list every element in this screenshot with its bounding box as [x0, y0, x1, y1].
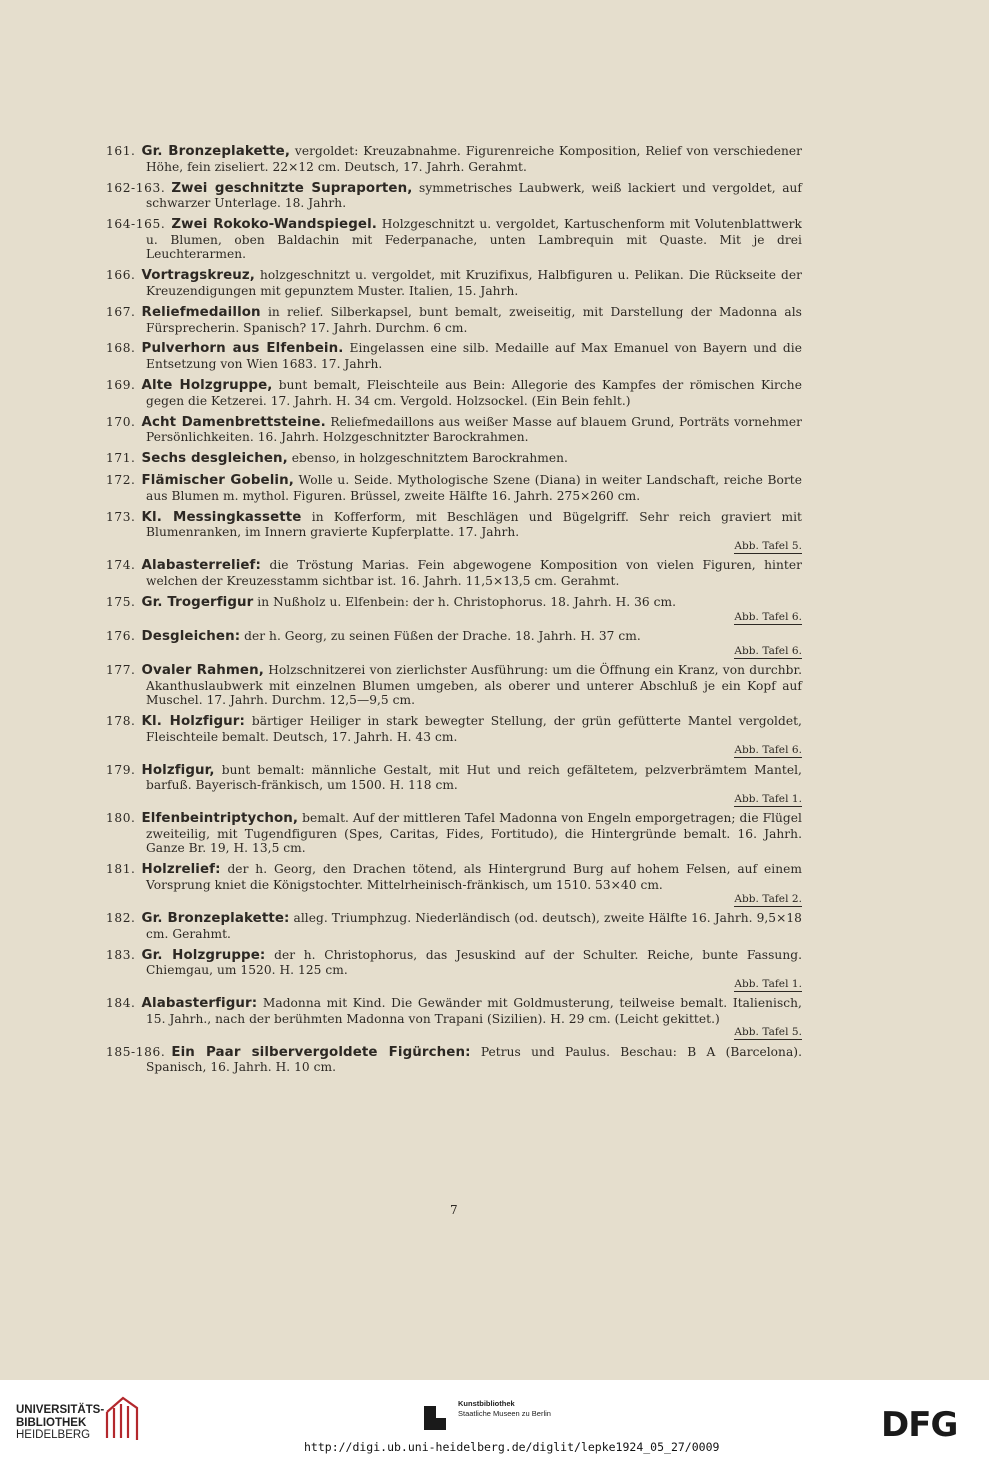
catalog-entry — [106, 473, 802, 503]
entry-description: bemalt. Auf der mittleren Tafel Madonna von Engeln emporgetragen; die Flügel zweiteilig, mit Tugendfiguren (Spes, Caritas, Fides, Fortitudo), die Hintergründe bemalt. 16. Jahrh. Ganze Br. 19, H. 13,5 cm. — [146, 811, 802, 856]
catalog-entry — [106, 415, 802, 445]
entry-description: Holzgeschnitzt u. vergoldet, Kartuschenform mit Volutenblattwerk u. Blumen, oben Baldachin mit Federpanache, unten Lambrequin mit Quaste. Mit je drei Leuchterarmen. — [146, 217, 802, 262]
entry-title: Gr. Holzgruppe: — [141, 947, 266, 963]
entry-number: 173. — [106, 509, 136, 524]
kb-line-1: Kunstbibliothek — [458, 1399, 515, 1408]
dfg-logo-icon[interactable] — [881, 1407, 976, 1439]
entry-title: Reliefmedaillon — [141, 304, 261, 320]
entry-description: symmetrisches Laubwerk, weiß lackiert und vergoldet, auf schwarzer Unterlage. 18. Jahrh. — [146, 180, 802, 211]
entry-description: in Kofferform, mit Beschlägen und Bügelgriff. Sehr reich graviert mit Blumenranken, im Innern gravierte Kupferplatte. 17. Jahrh. — [146, 509, 802, 540]
entry-title: Gr. Bronzeplakette: — [141, 910, 290, 926]
ub-line-1: UNIVERSITÄTS- — [16, 1404, 105, 1416]
plate-reference: Abb. Tafel 6. — [734, 744, 802, 757]
catalog-entry — [106, 341, 802, 371]
catalog-entry — [106, 510, 802, 552]
source-url[interactable]: http://digi.ub.uni-heidelberg.de/diglit/lepke1924_05_27/0009 — [304, 1440, 720, 1454]
entry-description: der h. Georg, den Drachen tötend, als Hintergrund Burg auf hohem Felsen, auf einem Vorsprung kniet die Königstochter. Mittelrheinisch-fränkisch, um 1510. 53×40 cm. — [146, 862, 802, 892]
plate-reference: Abb. Tafel 5. — [734, 1026, 802, 1039]
catalog-entry — [106, 1045, 802, 1075]
entry-title: Gr. Trogerfigur — [141, 594, 254, 610]
entry-number: 183. — [106, 947, 136, 962]
catalog-entry — [106, 217, 802, 262]
catalog-entry — [106, 663, 802, 708]
entry-number: 167. — [106, 304, 136, 319]
entry-number: 176. — [106, 628, 136, 643]
catalog-entry — [106, 811, 802, 856]
entry-number: 182. — [106, 910, 136, 925]
entry-number: 180. — [106, 811, 136, 826]
entry-number: 184. — [106, 996, 136, 1011]
catalog-entry — [106, 595, 802, 623]
entry-title: Holzfigur, — [141, 762, 215, 778]
entry-title: Ovaler Rahmen, — [141, 662, 264, 678]
entry-number: 179. — [106, 762, 136, 777]
entry-number: 171. — [106, 451, 136, 466]
entry-number: 161. — [106, 144, 136, 158]
entry-description: holzgeschnitzt u. vergoldet, mit Kruzifixus, Halbfiguren u. Pelikan. Die Rückseite der Kreuzendigungen mit gepunztem Muster. Italien, 15. Jahrh. — [146, 268, 802, 298]
entry-title: Alabasterfigur: — [141, 996, 258, 1012]
plate-reference: Abb. Tafel 1. — [734, 792, 802, 805]
entry-title: Vortragskreuz, — [141, 268, 255, 284]
catalog-entry — [106, 948, 802, 990]
entry-description: der h. Christophorus, das Jesuskind auf der Schulter. Reiche, bunte Fassung. Chiemgau, um 1520. H. 125 cm. — [146, 947, 802, 978]
catalog-entry — [106, 378, 802, 408]
digitization-footer — [0, 1380, 989, 1459]
catalog-entry — [106, 629, 802, 657]
entry-title: Ein Paar silbervergoldete Figürchen: — [171, 1044, 471, 1060]
entry-description: Holzschnitzerei von zierlichster Ausführung: um die Öffnung ein Kranz, von durchbr. Akanthuslaubwerk mit einzelnen Blumen umgeben, als oberer und unterer Abschluß je ein Kopf auf Muschel. 17. Jahrh. Durchm. 12,5—9,5 cm. — [146, 662, 802, 708]
entry-number: 185-186. — [106, 1044, 166, 1059]
entry-title: Alte Holzgruppe, — [141, 378, 273, 394]
catalog-entry — [106, 305, 802, 335]
entry-title: Kl. Holzfigur: — [141, 714, 245, 730]
entry-title: Flämischer Gobelin, — [141, 473, 294, 489]
entry-number: 164-165. — [106, 217, 166, 232]
entry-description: ebenso, in holzgeschnitztem Barockrahmen. — [291, 451, 568, 466]
entry-number: 162-163. — [106, 180, 166, 195]
catalog-entry — [106, 558, 802, 588]
entry-number: 170. — [106, 414, 136, 429]
entry-description: alleg. Triumphzug. Niederländisch (od. deutsch), zweite Hälfte 16. Jahrh. 9,5×18 cm. Gerahmt. — [146, 910, 802, 941]
catalog-entry — [106, 144, 802, 174]
entry-number: 178. — [106, 714, 136, 729]
entry-description: der h. Georg, zu seinen Füßen der Drache. 18. Jahrh. H. 37 cm. — [244, 628, 641, 643]
plate-reference: Abb. Tafel 1. — [734, 977, 802, 990]
entry-description: in relief. Silberkapsel, bunt bemalt, zweiseitig, mit Darstellung der Madonna als Fürsprecherin. Spanisch? 17. Jahrh. Durchm. 6 cm. — [146, 304, 802, 335]
entry-number: 181. — [106, 862, 136, 877]
entry-description: Wolle u. Seide. Mythologische Szene (Diana) in weiter Landschaft, reiche Borte aus Blumen m. mythol. Figuren. Brüssel, zweite Hälfte 16. Jahrh. 275×260 cm. — [146, 473, 802, 503]
entry-title: Kl. Messingkassette — [141, 509, 302, 525]
entry-description: Petrus und Paulus. Beschau: B A (Barcelona). Spanisch, 16. Jahrh. H. 10 cm. — [146, 1044, 802, 1075]
entry-title: Pulverhorn aus Elfenbein. — [141, 341, 344, 357]
plate-reference: Abb. Tafel 6. — [734, 644, 802, 657]
dfg-logo-text: DFG — [881, 1407, 958, 1439]
kunstbibliothek-label — [458, 1399, 551, 1419]
entry-title: Holzrelief: — [141, 862, 221, 878]
entry-number: 172. — [106, 473, 136, 488]
catalog-entries — [106, 144, 802, 1081]
entry-title: Gr. Bronzeplakette, — [141, 144, 291, 159]
plate-reference: Abb. Tafel 2. — [734, 892, 802, 905]
entry-description: vergoldet: Kreuzabnahme. Figurenreiche Komposition, Relief von verschiedener Höhe, fein ziseliert. 22×12 cm. Deutsch, 17. Jahrh. Gerahmt. — [146, 144, 802, 174]
entry-description: bunt bemalt: männliche Gestalt, mit Hut und reich gefältetem, pelzverbrämtem Mantel, barfuß. Bayerisch-fränkisch, um 1500. H. 118 cm. — [146, 762, 802, 793]
catalog-entry — [106, 911, 802, 941]
catalog-entry — [106, 714, 802, 756]
entry-number: 177. — [106, 662, 136, 677]
kb-line-2: Staatliche Museen zu Berlin — [458, 1409, 551, 1418]
entry-description: Eingelassen eine silb. Medaille auf Max Emanuel von Bayern und die Entsetzung von Wien 1683. 17. Jahrh. — [146, 341, 802, 372]
page-number: 7 — [450, 1203, 458, 1217]
entry-description: bunt bemalt, Fleischteile aus Bein: Allegorie des Kampfes der römischen Kirche gegen die Ketzerei. 17. Jahrh. H. 34 cm. Vergold. Holzsockel. (Ein Bein fehlt.) — [146, 378, 802, 408]
entry-title: Alabasterrelief: — [141, 558, 261, 574]
entry-number: 166. — [106, 268, 136, 283]
entry-description: Madonna mit Kind. Die Gewänder mit Goldmusterung, teilweise bemalt. Italienisch, 15. Jahrh., nach der berühmten Madonna von Trapani (Sizilien). H. 29 cm. (Leicht gekittet.) — [146, 996, 802, 1026]
entry-title: Sechs desgleichen, — [141, 451, 288, 467]
entry-title: Zwei geschnitzte Supraporten, — [171, 180, 413, 196]
entry-description: in Nußholz u. Elfenbein: der h. Christophorus. 18. Jahrh. H. 36 cm. — [257, 594, 677, 609]
entry-description: die Tröstung Marias. Fein abgewogene Komposition von vielen Figuren, hinter welchen der Kreuzesstamm sichtbar ist. 16. Jahrh. 11,5×13,5 cm. Gerahmt. — [146, 558, 802, 588]
entry-number: 169. — [106, 378, 136, 393]
entry-description: bärtiger Heiliger in stark bewegter Stellung, der grün gefütterte Mantel vergoldet, Fleischteile bemalt. Deutsch, 17. Jahrh. H. 43 cm. — [146, 714, 802, 744]
catalog-entry — [106, 862, 802, 904]
ub-heidelberg-logo-icon[interactable] — [103, 1394, 139, 1442]
catalog-entry — [106, 763, 802, 805]
entry-description: Reliefmedaillons aus weißer Masse auf blauem Grund, Porträts vornehmer Persönlichkeiten. 16. Jahrh. Holzgeschnitzter Barockrahmen. — [146, 414, 802, 445]
ub-heidelberg-label[interactable] — [16, 1404, 104, 1442]
entry-number: 174. — [106, 558, 136, 573]
catalog-entry — [106, 451, 802, 467]
ub-line-3: HEIDELBERG — [16, 1429, 91, 1441]
catalog-entry — [106, 268, 802, 298]
plate-reference: Abb. Tafel 6. — [734, 610, 802, 623]
entry-title: Elfenbeintriptychon, — [141, 811, 299, 827]
catalog-entry — [106, 181, 802, 211]
entry-number: 175. — [106, 594, 136, 609]
entry-title: Desgleichen: — [141, 628, 241, 644]
entry-title: Acht Damenbrettsteine. — [141, 414, 326, 430]
ub-line-2: BIBLIOTHEK — [16, 1416, 87, 1429]
catalog-entry — [106, 996, 802, 1038]
entry-number: 168. — [106, 341, 136, 356]
entry-title: Zwei Rokoko-Wandspiegel. — [171, 217, 377, 233]
plate-reference: Abb. Tafel 5. — [734, 539, 802, 552]
